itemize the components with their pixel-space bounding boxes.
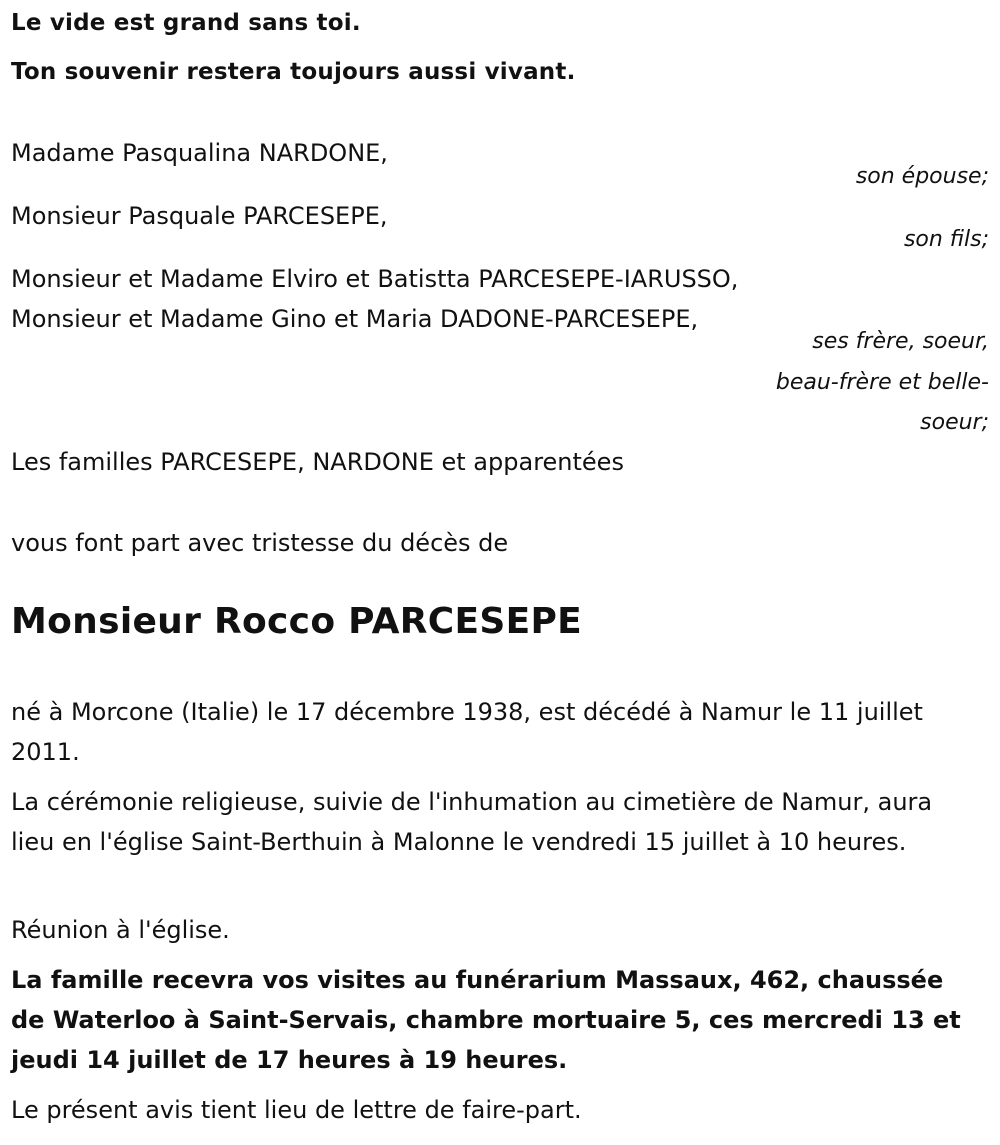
spouse-relation: son épouse; (855, 164, 989, 189)
son-relation: son fils; (903, 227, 989, 252)
siblings-relation-line-3: soeur; (920, 410, 989, 435)
spouse-name: Madame Pasqualina NARDONE, (11, 139, 388, 167)
intro-line-2: Ton souvenir restera toujours aussi vivant. (11, 59, 576, 85)
siblings-relation-line-2: beau-frère et belle- (775, 370, 989, 395)
visits-paragraph: La famille recevra vos visites au funérarium Massaux, 462, chaussée de Waterloo à Saint-Servais, chambre mortuaire 5, ces mercredi 13 et jeudi 14 juillet de 17 heures à 19 heures. (11, 966, 961, 1074)
announcement-text: vous font part avec tristesse du décès de (11, 529, 509, 557)
meeting-paragraph: Réunion à l'église. (11, 916, 230, 944)
ceremony-paragraph: La cérémonie religieuse, suivie de l'inhumation au cimetière de Namur, aura lieu en l'église Saint-Berthuin à Malonne le vendredi 15 juillet à 10 heures. (11, 788, 933, 856)
deceased-name: Monsieur Rocco PARCESEPE (11, 601, 583, 642)
birth-death-paragraph: né à Morcone (Italie) le 17 décembre 1938, est décédé à Namur le 11 juillet 2011. (11, 698, 923, 766)
intro-line-1: Le vide est grand sans toi. (11, 10, 361, 36)
notice-paragraph: Le présent avis tient lieu de lettre de faire-part. (11, 1096, 582, 1124)
families-line: Les familles PARCESEPE, NARDONE et apparentées (11, 448, 624, 476)
sibling-2-name: Monsieur et Madame Gino et Maria DADONE-PARCESEPE, (11, 305, 699, 333)
son-name: Monsieur Pasquale PARCESEPE, (11, 202, 388, 230)
siblings-relation-line-1: ses frère, soeur, (812, 329, 989, 354)
sibling-1-name: Monsieur et Madame Elviro et Batistta PARCESEPE-IARUSSO, (11, 265, 739, 293)
